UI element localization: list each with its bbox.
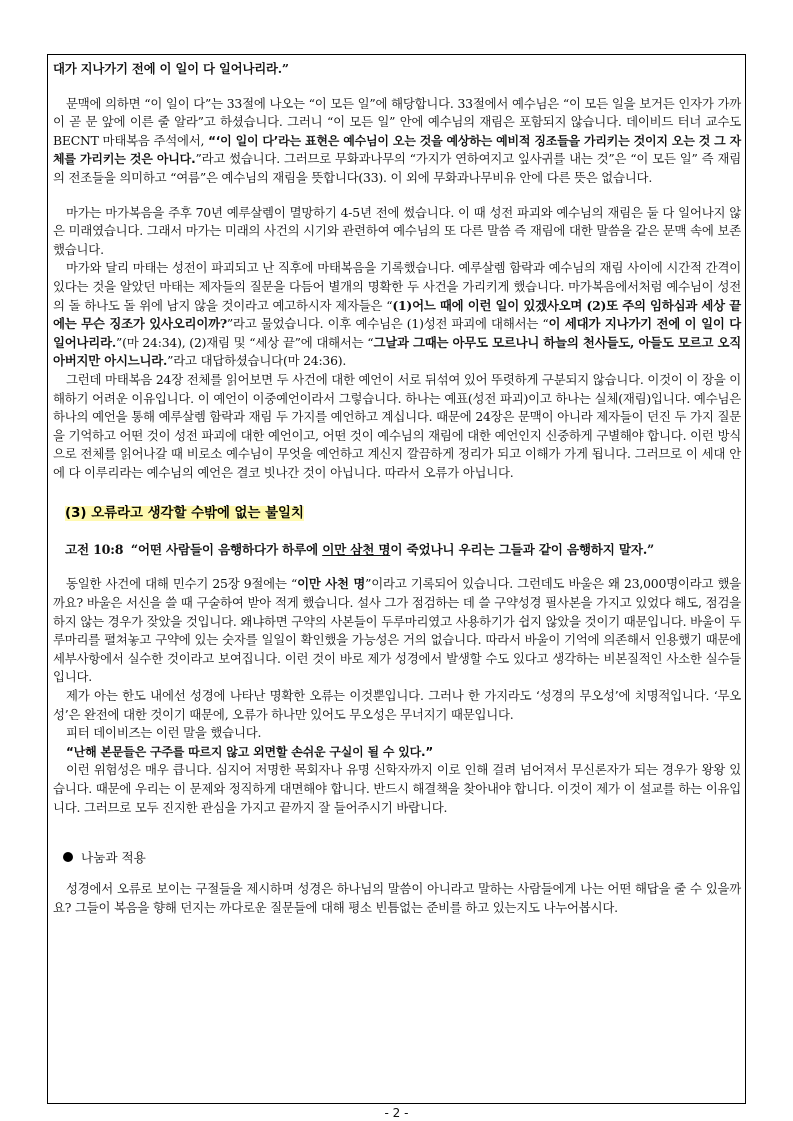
- sharing-heading-label: 나눔과 적용: [81, 850, 146, 866]
- paragraph-inerrancy: 제가 아는 한도 내에선 성경에 나타난 명확한 오류는 이것뿐입니다. 그러나 한 가지라도 ‘성경의 무오성’에 치명적입니다. ‘무오성’은 완전에 대한 것이기 때문에, 오류가 하나만 있어도 무오성은 무너지기 때문입니다.: [53, 688, 741, 722]
- paragraph-peter-davids: 피터 데이비즈는 이런 말을 했습니다.: [66, 725, 262, 741]
- page-number: - 2 -: [384, 1106, 409, 1120]
- paragraph-continuation: 대가 지나가기 전에 이 일이 다 일어나리라.”: [53, 61, 289, 76]
- paragraph-numbers: 동일한 사건에 대해 민수기 25장 9절에는 “이만 사천 명”이라고 기록되어 있습니다. 그런데도 바울은 왜 23,000명이라고 했을까요? 바울은 서신을 쓸 때 구술하여 받아 적게 했습니다. 설사 그가 점검하는 데 쓸 구약성경 필사본을 가지고 있었다 해도, 점검을 하지 않는 경우가 잦았을 것입니다. 왜냐하면 구약의 사본들이 두루마리였고 사용하기가 쉽지 않았을 것이기 때문입니다. 바울이 두루마리를 펼쳐놓고 구약에 있는 숫자를 일일이 확인했을 가능성은 거의 없습니다. 따라서 바울이 기억에 의존해서 인용했기 때문에 세부사항에서 실수한 것이라고 보여집니다. 이런 것이 바로 제가 성경에서 발생할 수도 있다고 생각하는 비본질적인 사소한 실수들입니다.: [53, 576, 742, 685]
- section-heading: (3) 오류라고 생각할 수밖에 없는 불일치: [65, 506, 304, 522]
- document-body: [53, 60, 741, 917]
- quote-line: “난해 본문들은 구주를 따르지 않고 외면할 손쉬운 구실이 될 수 있다.”: [66, 744, 434, 759]
- paragraph-double-prophecy: 그런데 마태복음 24장 전체를 읽어보면 두 사건에 대한 예언이 서로 뒤섞여 있어 뚜렷하게 구분되지 않습니다. 이것이 이 장을 이해하기 어려운 이유입니다. 이 예언이 이중예언이라서 그렇습니다. 하나는 예표(성전 파괴)이고 하나는 실체(재림)입니다. 예수님은 하나의 예언을 통해 예루살렘 함락과 재림 두 가지를 예언하고 계십니다. 때문에 24장은 문맥이 아니라 제자들이 던진 두 가지 질문을 기억하고 어떤 것이 성전 파괴에 대한 예언이고, 어떤 것이 예수님의 재림에 대한 예언인지 신중하게 구별해야 합니다. 이런 방식으로 전체를 읽어나갈 때 비로소 예수님이 무엇을 예언하고 계신지 깔끔하게 정리가 되고 이해가 가게 됩니다. 그러므로 이 세대 안에 다 이루리라는 예수님의 예언은 결코 빗나간 것이 아닙니다. 따라서 오류가 아닙니다.: [53, 371, 741, 480]
- sharing-heading: [53, 847, 741, 866]
- paragraph-matthew: 마가와 달리 마태는 성전이 파괴되고 난 직후에 마태복음을 기록했습니다. 예루살렘 함락과 예수님의 재림 사이에 시간적 간격이 있다는 것을 알았던 마태는 제자들의 질문을 다듬어 별개의 명확한 두 사건을 가리키게 했습니다. 마가복음에서처럼 예수님이 성전의 돌 하나도 돌 위에 남지 않을 것이라고 예고하시자 제자들은 “(1)어느 때에 이런 일이 있겠사오며 (2)또 주의 임하심과 세상 끝에는 무슨 징조가 있사오리이까?”라고 물었습니다. 이후 예수님은 (1)성전 파괴에 대해서는 “이 세대가 지나가기 전에 이 일이 다 일어나리라.”(마 24:34), (2)재림 및 “세상 끝”에 대해서는 “그날과 그때는 아무도 모르나니 하늘의 천사들도, 아들도 모르고 오직 아버지만 아시느니라.”라고 대답하셨습니다(마 24:36).: [53, 260, 741, 369]
- scripture-verse: 고전 10:8 “어떤 사람들이 음행하다가 하루에 이만 삼천 명이 죽었나니 우리는 그들과 같이 음행하지 말자.”: [65, 542, 655, 558]
- paragraph-mark: 마가는 마가복음을 주후 70년 예루살렘이 멸망하기 4-5년 전에 썼습니다. 이 때 성전 파괴와 예수님의 재림은 둘 다 일어나지 않은 미래였습니다. 그래서 마가는 미래의 사건의 시기와 관련하여 예수님의 또 다른 말씀 즉 재림에 대한 말씀을 같은 문맥 속에 보존했습니다.: [53, 204, 741, 257]
- sharing-body: 성경에서 오류로 보이는 구절들을 제시하며 성경은 하나님의 말씀이 아니라고 말하는 사람들에게 나는 어떤 해답을 줄 수 있을까요? 그들이 복음을 향해 던지는 까다로운 질문들에 대해 평소 빈틈없는 준비를 하고 있는지도 나누어봅시다.: [53, 881, 741, 915]
- paragraph-context: 문맥에 의하면 “이 일이 다”는 33절에 나오는 “이 모든 일”에 해당합니다. 33절에서 예수님은 “이 모든 일을 보거든 인자가 가까이 곧 문 앞에 이른 줄 알라”고 하셨습니다. 그러니 “이 모든 일” 안에 예수님의 재림은 포함되지 않습니다. 데이비드 터너 교수도 BECNT 마태복음 주석에서, “‘이 일이 다’라는 표현은 예수님이 오는 것을 예상하는 예비적 징조들을 가리키는 것이지 오는 것 그 자체를 가리키는 것은 아니다.”라고 썼습니다. 그러므로 무화과나무의 “가지가 연하여지고 잎사귀를 내는 것”은 “이 모든 일” 즉 재림의 전조들을 의미하고 “여름”은 예수님의 재림을 뜻합니다(33). 이 외에 무화과나무비유 안에 다른 뜻은 없습니다.: [53, 95, 741, 185]
- paragraph-danger: 이런 위험성은 매우 큽니다. 심지어 저명한 목회자나 유명 신학자까지 이로 인해 걸려 넘어져서 무신론자가 되는 경우가 왕왕 있습니다. 때문에 우리는 이 문제와 정직하게 대면해야 합니다. 반드시 해결책을 찾아내야 합니다. 이것이 제가 이 설교를 하는 이유입니다. 그러므로 모두 진지한 관심을 가지고 끝까지 잘 들어주시기 바랍니다.: [53, 762, 741, 815]
- bullet-icon: [63, 852, 73, 862]
